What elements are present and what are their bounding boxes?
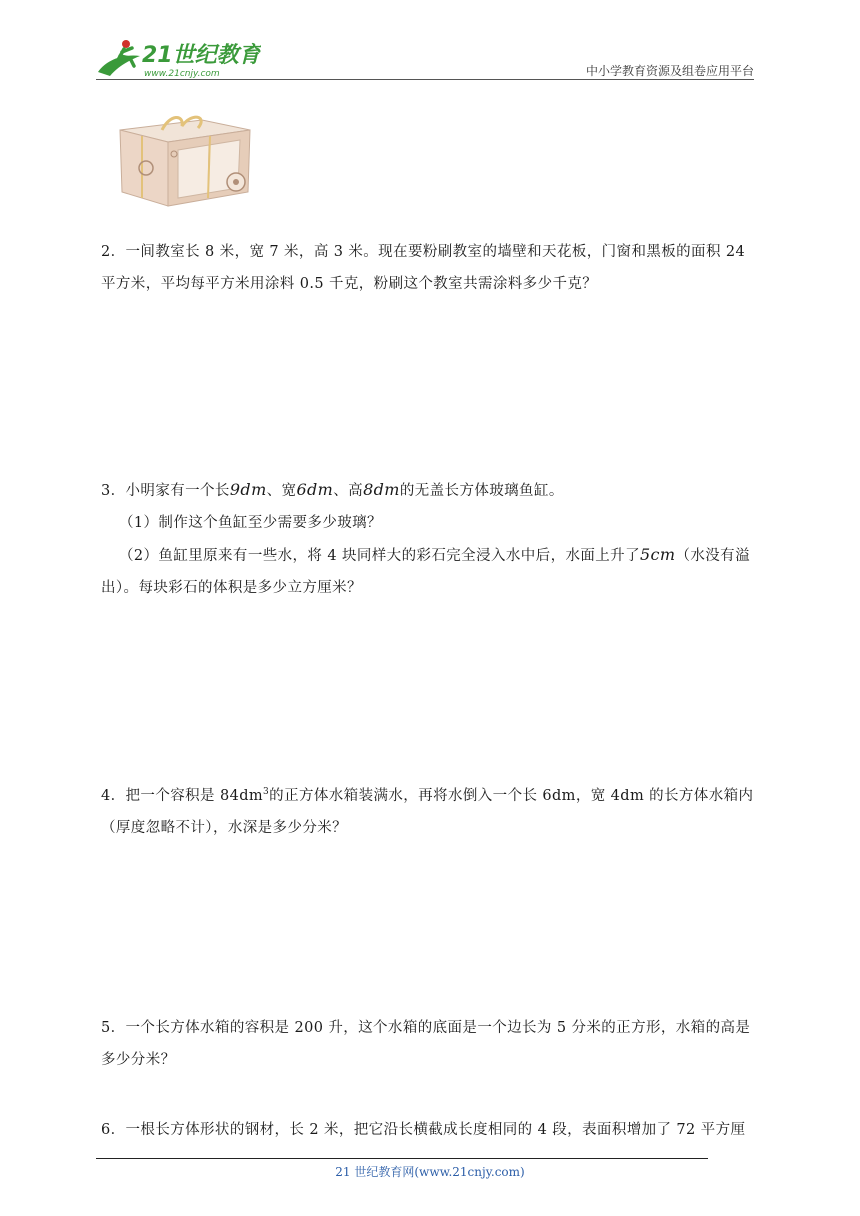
rise-value: 5cm <box>639 545 676 564</box>
question-number: 2． <box>101 244 126 260</box>
question-number: 5． <box>101 1020 126 1036</box>
height-value: 8dm <box>363 480 400 499</box>
question-number: 4． <box>101 787 126 804</box>
question-text: 小明家有一个长 <box>125 483 230 499</box>
question-2 <box>101 236 763 300</box>
question-text: 的正方体水箱装满水，再将水倒入一个长 6dm，宽 4dm 的长方体水箱内（厚度忽略不计），水深是多少分米？ <box>101 787 754 836</box>
question-text: 把一个容积是 84dm <box>125 787 264 804</box>
question-text: 一个长方体水箱的容积是 200 升，这个水箱的底面是一个边长为 5 分米的正方形，水箱的高是多少分米？ <box>101 1020 751 1068</box>
header-tagline: 中小学教育资源及组卷应用平台 <box>585 64 754 78</box>
sub-question-1: （1）制作这个鱼缸至少需要多少玻璃？ <box>119 515 382 531</box>
question-3 <box>101 474 763 604</box>
question-6 <box>101 1114 763 1146</box>
question-text: （2）鱼缸里原来有一些水，将 4 块同样大的彩石完全浸入水中后，水面上升了 <box>119 548 640 564</box>
footer-link[interactable]: 21 世纪教育网(www.21cnjy.com) <box>335 1165 525 1179</box>
question-4 <box>101 776 763 844</box>
footer-divider <box>96 1158 708 1159</box>
question-text: 的无盖长方体玻璃鱼缸。 <box>399 483 564 499</box>
question-text: （水没有溢出）。每块彩石的体积是多少立方厘米？ <box>101 548 750 596</box>
question-text: 、高 <box>333 483 364 499</box>
brand-logo <box>96 36 261 82</box>
superscript: 3 <box>263 787 270 797</box>
question-text: 一间教室长 8 米，宽 7 米，高 3 米。现在要粉刷教室的墙壁和天花板，门窗和黑板的面积 24 平方米，平均每平方米用涂料 0.5 千克，粉刷这个教室共需涂料多少千克？ <box>101 244 746 292</box>
sub-question-2 <box>101 539 763 604</box>
question-5 <box>101 1012 763 1076</box>
length-value: 9dm <box>229 480 267 499</box>
question-text: 、宽 <box>266 483 297 499</box>
header-divider <box>96 79 754 80</box>
question-number: 3． <box>101 483 126 499</box>
runner-logo-icon <box>96 36 261 82</box>
question-text: 一根长方体形状的钢材，长 2 米，把它沿长横截成长度相同的 4 段，表面积增加了 72 平方厘 <box>125 1122 746 1138</box>
width-value: 6dm <box>296 480 334 499</box>
question-number: 6． <box>101 1122 126 1138</box>
svg-text:21世纪教育: 21世纪教育 <box>142 43 261 68</box>
svg-text:www.21cnjy.com: www.21cnjy.com <box>144 69 220 79</box>
gift-box-illustration-icon <box>112 108 258 212</box>
